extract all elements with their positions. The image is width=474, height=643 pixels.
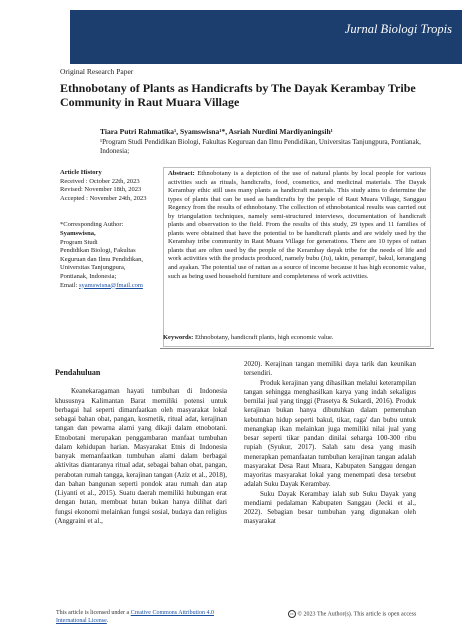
license-prefix: This article is licensed under a [56, 610, 131, 616]
corresponding-line-4: Universitas Tanjungpura, [60, 264, 126, 272]
license-suffix: . [106, 617, 109, 624]
journal-name: Jurnal Biologi Tropis [344, 22, 452, 36]
abstract-label: Abstract: [168, 170, 195, 177]
email-label: Email: [60, 281, 79, 289]
accepted-date: Accepted : November 24th, 2023 [60, 194, 147, 202]
article-meta [60, 169, 160, 290]
author-list: Tiara Putri Rahmatika¹, Syamswisna¹*, Asriah Nurdini Mardiyaningsih¹ [100, 127, 333, 136]
body-paragraph: Produk kerajinan yang dihasilkan melalui keterampilan tangan sehingga menghasilkan karya yang indah sekaligus bernilai jual yang tinggi (Prasetya & Sukardi, 2016). Produk kerajinan bukan hanya dibutuhkan dalam pemenuhan kebutuhan hidup seperti bakul, tikar, raga' dan bubu untuk menangkap ikan melainkan juga memiliki nilai jual yang besar seperti tikar pandan dinilai seharga 100-300 ribu rupiah (Syukur, 2017). Salah satu desa yang masih menerapkan pemanfaatan tumbuhan kerajinan tangan adalah masyarakat Desa Raut Muara, Kabupaten Sanggau dengan mayoritas masyarakat lokal yang menempati desa tersebut adalah Suku Dayak Kerambay. [244, 378, 416, 489]
corresponding-name: Syamswisna, [60, 229, 96, 237]
corresponding-label: *Corresponding Author: [60, 221, 124, 229]
body-paragraph: Suku Dayak Kerambay ialah sub Suku Dayak yang mendiami pedalaman Kabupaten Sanggau (Jecki et al., 2022). Sebagian besar tumbuhan yang digunakan oleh masyarakat [244, 489, 416, 526]
section-divider [160, 348, 434, 349]
affiliation: ¹Program Studi Pendidikan Biologi, Fakultas Keguruan dan Ilmu Pendidikan, Universitas Tanjungpura, Pontianak, Indonesia; [100, 138, 421, 155]
received-date: Received : October 22th, 2023 [60, 177, 140, 185]
copyright-notice [288, 610, 416, 619]
body-column-left [55, 368, 227, 526]
history-heading: Article History [60, 169, 102, 176]
corresponding-line-3: Keguruan dan Ilmu Pendidikan, [60, 255, 144, 263]
abstract-box [163, 167, 431, 347]
license-link[interactable]: Creative Commons Attribution 4.0 International License [56, 610, 214, 624]
abstract-text: Ethnobotany is a depiction of the use of natural plants by local people for various activities such as rituals, handicrafts, food, cosmetics, and medicinal materials. The Dayak Kerambay ethic still uses many plants as handicraft materials. This study aims to determine the types of plants that can be used as handicrafts by the people of Raut Muara Village, Sanggau Regency from the results of ethnobotany. The collection of ethnobotanical results was carried out by triangulation techniques, namely semi-structured interviews, documentation of handicraft plants and observation to the field. From the results of this study, 29 types and 11 families of plants were obtained that have the potential to be handicraft plants and are widely used by the Kerambay tribe community in Raut Muara Village for generations. There are 10 types of rattan plants that are often used by the people of the Kerambay dayak tribe for the needs of life and work activities with the products produced, namely bubu (Ju), takin, penampi', bakul, kerangjang and ayakan. The potential use of rattan as a source of income because it has high economic value, such as being used household furniture and completeness of work activities. [168, 170, 426, 280]
corresponding-line-1: Program Studi [60, 238, 98, 246]
body-paragraph: Keanekaragaman hayati tumbuhan di Indonesia khususnya Kalimantan Barat memiliki potensi untuk berbagai hal seperti dimanfaatkan oleh masyarakat lokal sebagai bahan obat, pangan, kosmetik, ritual adat, kerajinan tangan dan pewarna alami yang dikaji dalam etnobotani. Etnobotani merupakan penggambaran manfaat tumbuhan dalam kehidupan harian. Masyarakat Etnis di Indonesia banyak memanfaatkan tumbuhan alami dalam berbagai aktivitas diantaranya ritual adat, sebagai bahan obat, pangan, perabotan rumah tangga, kerajinan tangan (Aziz et al., 2018), dan bahan bangunan seperti pondok atau rumah dan atap (Liyanti et al., 2015). Suatu daerah memiliki hubungan erat dengan hutan, membuat hutan bukan hanya dilihat dari fungsi ekonomi melainkan fungsi sosial, budaya dan religius (Anggraini et al., [55, 387, 227, 525]
copyright-text: © 2023 The Author(s). This article is open access [297, 611, 417, 618]
email-line [60, 282, 160, 291]
keywords [163, 334, 433, 341]
corresponding-line-5: Pontianak, Indonesia; [60, 272, 117, 280]
keywords-text: Ethnobotany, handicraft plants, high economic value. [194, 334, 334, 341]
cc-icon: cc [288, 610, 296, 618]
body-paragraph: 2020). Kerajinan tangan memiliki daya tarik dan keunikan tersendiri. [244, 360, 416, 378]
body-column-right [244, 360, 416, 527]
article-type: Original Research Paper [60, 67, 134, 76]
license-notice [56, 610, 236, 625]
revised-date: Revised: November 18th, 2023 [60, 186, 142, 194]
email-link[interactable]: syamswisna@fmail.com [78, 281, 143, 289]
corresponding-line-2: Pendidikan Biologi, Fakultas [60, 247, 136, 255]
section-heading: Pendahuluan [55, 368, 101, 377]
paper-title: Ethnobotany of Plants as Handicrafts by The Dayak Kerambay Tribe Community in Raut Muara Village [60, 81, 416, 109]
journal-banner [70, 10, 462, 64]
keywords-label: Keywords: [163, 334, 194, 341]
